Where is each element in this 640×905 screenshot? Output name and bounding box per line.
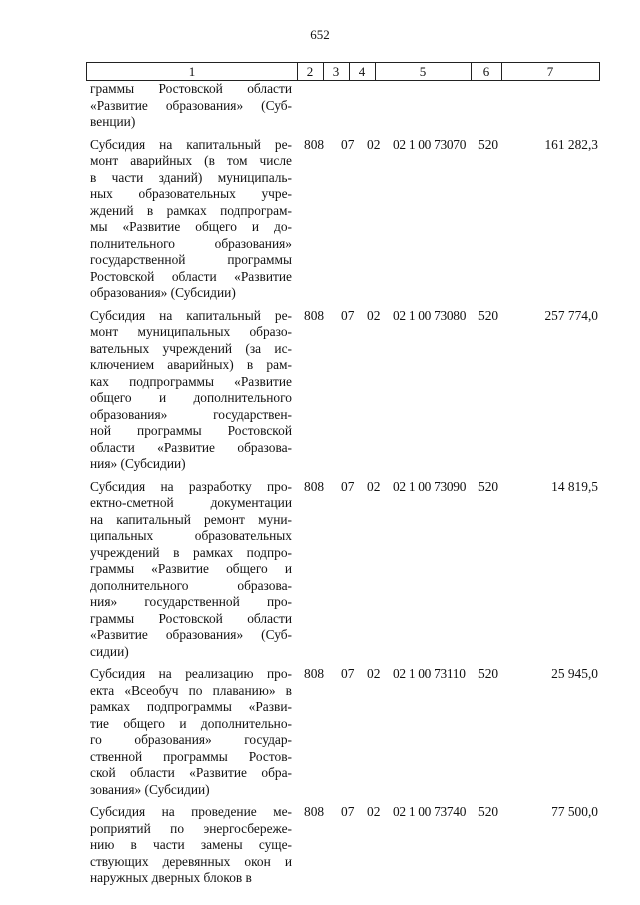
target-article-code: 02 1 00 73070 (393, 136, 467, 152)
description-line: на капитальный ремонт муни- (90, 511, 292, 527)
description-line: Субсидия на капитальный ре- (90, 307, 292, 323)
description-line: рамках подпрограммы «Разви- (90, 699, 292, 714)
description-line: тие общего и дополнительно- (90, 715, 292, 731)
table-row (86, 804, 600, 887)
description-line: граммы Ростовской области (90, 610, 292, 626)
description-line: мы «Развитие общего и до- (90, 219, 292, 234)
description-line: Субсидия на капитальный ре- (90, 136, 292, 152)
row-description (90, 666, 292, 798)
table-body (86, 81, 600, 887)
header-col-3: 3 (323, 63, 350, 80)
subsection-code: 02 (367, 666, 381, 681)
subsection-code: 02 (367, 478, 381, 494)
row-values (86, 81, 600, 98)
section-code: 07 (341, 307, 355, 323)
ministry-code: 808 (304, 478, 325, 494)
description-line: полнительного образования» (90, 235, 292, 251)
subsection-code: 02 (367, 804, 381, 819)
row-values (86, 479, 600, 496)
description-line: в части зданий) муниципаль- (90, 169, 292, 185)
amount: 77 500,0 (551, 804, 598, 819)
header-col-1: 1 (87, 63, 298, 80)
ministry-code: 808 (304, 666, 325, 681)
description-line: монт муниципальных образо- (90, 324, 292, 339)
expense-type-code: 520 (478, 666, 499, 681)
description-line: образования» государствен- (90, 406, 292, 422)
header-col-2: 2 (297, 63, 324, 80)
target-article-code: 02 1 00 73740 (393, 804, 467, 819)
description-line: зования» (Субсидии) (90, 781, 210, 797)
description-line: «Развитие образования» (Суб- (90, 627, 292, 642)
description-line: вательных учреждений (за ис- (90, 340, 292, 356)
description-line: ской области «Развитие обра- (90, 765, 292, 780)
row-description (90, 137, 292, 302)
description-line: венции) (90, 114, 136, 129)
row-values (86, 666, 600, 683)
expense-type-code: 520 (478, 136, 499, 152)
description-line: области «Развитие образова- (90, 439, 292, 455)
description-line: граммы «Развитие общего и (90, 561, 292, 576)
budget-table (86, 62, 600, 887)
table-row (86, 479, 600, 661)
target-article-code: 02 1 00 73090 (393, 478, 467, 494)
description-line: Ростовской области «Развитие (90, 268, 292, 284)
description-line: наружных дверных блоков в (90, 870, 252, 885)
description-line: граммы Ростовской области (90, 81, 292, 96)
section-code: 07 (341, 478, 355, 494)
amount: 161 282,3 (544, 136, 598, 152)
description-line: учреждений в рамках подпро- (90, 544, 292, 560)
target-article-code: 02 1 00 73110 (393, 666, 466, 681)
ministry-code: 808 (304, 307, 325, 323)
table-header-row (86, 62, 600, 81)
description-line: «Развитие образования» (Суб- (90, 97, 292, 113)
section-code: 07 (341, 804, 355, 819)
amount: 14 819,5 (551, 478, 598, 494)
description-line: государственной программы (90, 252, 292, 267)
section-code: 07 (341, 136, 355, 152)
description-line: ния» государственной про- (90, 594, 292, 609)
section-code: 07 (341, 666, 355, 681)
expense-type-code: 520 (478, 804, 499, 819)
row-values (86, 308, 600, 325)
description-line: ной программы Ростовской (90, 423, 292, 438)
description-line: ключением аварийных) в рам- (90, 357, 292, 372)
header-col-6: 6 (471, 63, 502, 80)
description-line: ках подпрограммы «Развитие (90, 373, 292, 389)
description-line: ственной программы Ростов- (90, 748, 292, 764)
page-number: 652 (310, 27, 330, 42)
amount: 257 774,0 (544, 307, 598, 323)
description-line: роприятий по энергосбереже- (90, 820, 292, 836)
description-line: дополнительного образова- (90, 577, 292, 593)
description-line: ципальных образовательных (90, 528, 292, 543)
description-line: Субсидия на проведение ме- (90, 804, 292, 819)
description-line: ектно-сметной документации (90, 495, 292, 510)
description-line: Субсидия на реализацию про- (90, 666, 292, 681)
ministry-code: 808 (304, 136, 325, 152)
description-line: Субсидия на разработку про- (90, 478, 292, 494)
expense-type-code: 520 (478, 307, 499, 323)
subsection-code: 02 (367, 307, 381, 323)
header-col-5: 5 (375, 63, 472, 80)
table-row (86, 308, 600, 473)
header-col-4: 4 (349, 63, 376, 80)
subsection-code: 02 (367, 136, 381, 152)
row-values (86, 804, 600, 821)
expense-type-code: 520 (478, 478, 499, 494)
description-line: го образования» государ- (90, 732, 292, 747)
ministry-code: 808 (304, 804, 325, 819)
description-line: ных образовательных учре- (90, 186, 292, 201)
target-article-code: 02 1 00 73080 (393, 307, 467, 323)
row-values (86, 137, 600, 154)
description-line: общего и дополнительного (90, 390, 292, 405)
header-col-7: 7 (546, 64, 554, 79)
description-line: ния» (Субсидии) (90, 456, 186, 471)
description-line: екта «Всеобуч по плаванию» в (90, 682, 292, 698)
description-line: ждений в рамках подпрограм- (90, 202, 292, 218)
description-line: ствующих деревянных окон и (90, 853, 292, 869)
description-line: нию в части замены суще- (90, 837, 292, 852)
row-description (90, 308, 292, 473)
description-line: образования» (Субсидии) (90, 285, 236, 300)
table-row (86, 137, 600, 302)
description-line: монт аварийных (в том числе (90, 153, 292, 168)
description-line: сидии) (90, 643, 129, 659)
row-description (90, 479, 292, 661)
amount: 25 945,0 (551, 666, 598, 681)
table-row (86, 81, 600, 131)
table-row (86, 666, 600, 798)
